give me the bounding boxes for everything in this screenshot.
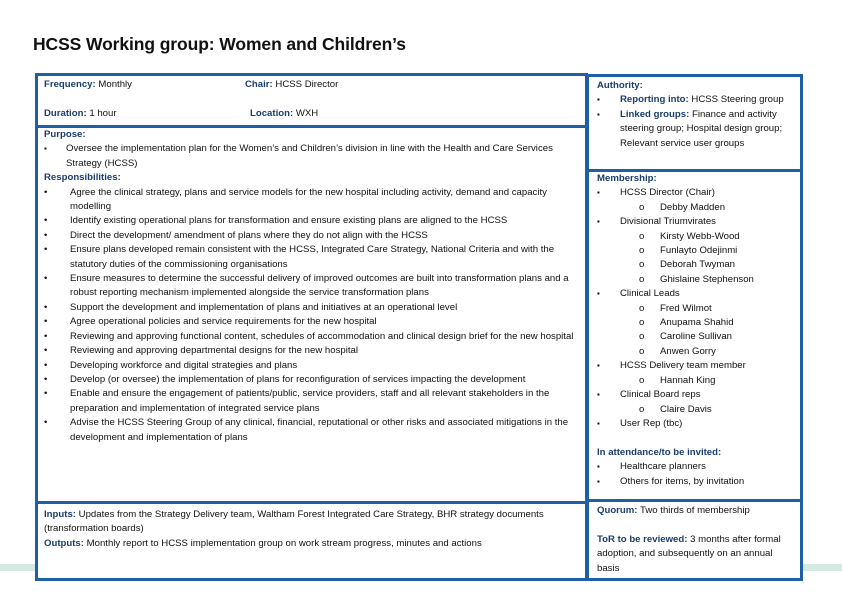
outputs-value: Monthly report to HCSS implementation group on work stream progress, minutes and actions <box>86 537 482 549</box>
member-name: o Anwen Gorry <box>597 345 797 359</box>
duration-label: Duration: <box>44 108 87 119</box>
sub-bullet-icon: o <box>639 259 645 271</box>
responsibility-item: • Enable and ensure the engagement of patients/public, service providers, staff and all relevant stakeholders in the preparation and implementation of integrated service plans <box>44 388 550 414</box>
responsibility-item: • Ensure measures to determine the successful delivery of improved outcomes are built into transformation plans and a robust reporting mechanism implemented alongside the service transformation plans <box>44 273 569 299</box>
square-bullet-icon: ▪ <box>597 217 600 227</box>
member-name: o Funlayto Odejinmi <box>597 244 797 258</box>
inputs-field <box>44 508 574 537</box>
sub-bullet-icon: o <box>639 273 645 285</box>
duration-field <box>44 107 117 121</box>
authority-heading: Authority: <box>597 80 643 91</box>
authority-section <box>597 79 797 151</box>
dot-bullet-icon: • <box>44 273 48 285</box>
responsibility-item: • Reviewing and approving departmental designs for the new hospital <box>44 344 582 358</box>
responsibility-item: • Reviewing and approving functional content, schedules of accommodation and clinical design brief for the new hospital <box>44 330 582 344</box>
membership-role: ▪ HCSS Delivery team member <box>597 359 797 373</box>
responsibility-item: • Advise the HCSS Steering Group of any clinical, financial, reputational or other risks and associated mitigations in the development and implementation of plans <box>44 417 569 443</box>
square-bullet-icon: ▪ <box>597 361 600 371</box>
square-bullet-icon: ▪ <box>597 462 600 472</box>
membership-role: ▪ HCSS Director (Chair) <box>597 186 797 200</box>
decorative-line-right <box>800 564 842 571</box>
outputs-label: Outputs: <box>44 537 84 549</box>
dot-bullet-icon: • <box>44 388 48 400</box>
purpose-item: ▪ Oversee the implementation plan for the Women’s and Children’s division in line with the Health and Care Services Strategy (HCSS) <box>44 143 553 169</box>
inputs-label: Inputs: <box>44 509 76 520</box>
sub-bullet-icon: o <box>639 230 645 242</box>
quorum-value: Two thirds of membership <box>640 505 750 516</box>
frequency-field <box>44 78 132 92</box>
membership-section <box>597 172 797 431</box>
responsibility-item: • Identify existing operational plans for transformation and ensure existing plans are aligned to the HCSS <box>44 214 582 228</box>
member-name: o Kirsty Webb-Wood <box>597 230 797 244</box>
divider-quorum <box>586 499 803 502</box>
dot-bullet-icon: • <box>44 301 48 313</box>
square-bullet-icon: ▪ <box>597 476 600 486</box>
attendance-heading: In attendance/to be invited: <box>597 447 722 458</box>
frequency-label: Frequency: <box>44 79 96 90</box>
sub-bullet-icon: o <box>639 245 645 257</box>
chair-field <box>245 78 338 92</box>
responsibility-item: • Agree operational policies and service requirements for the new hospital <box>44 315 582 329</box>
dot-bullet-icon: • <box>44 186 48 198</box>
sub-bullet-icon: o <box>639 331 645 343</box>
member-name: o Debby Madden <box>597 201 797 215</box>
purpose-section <box>44 128 582 445</box>
member-name: o Fred Wilmot <box>597 302 797 316</box>
sub-bullet-icon: o <box>639 374 645 386</box>
sub-bullet-icon: o <box>639 317 645 329</box>
purpose-heading: Purpose: <box>44 129 86 140</box>
square-bullet-icon: ▪ <box>597 95 600 105</box>
sub-bullet-icon: o <box>639 345 645 357</box>
square-bullet-icon: ▪ <box>597 188 600 198</box>
dot-bullet-icon: • <box>44 417 48 429</box>
dot-bullet-icon: • <box>44 373 48 385</box>
sub-bullet-icon: o <box>639 403 645 415</box>
member-name: o Hannah King <box>597 374 797 388</box>
page-title: HCSS Working group: Women and Children’s <box>33 34 406 54</box>
quorum-field <box>597 504 750 518</box>
member-name: o Ghislaine Stephenson <box>597 273 797 287</box>
duration-value: 1 hour <box>89 108 117 119</box>
membership-role: ▪ Divisional Triumvirates <box>597 215 797 229</box>
tor-label: ToR to be reviewed: <box>597 534 688 545</box>
member-name: o Claire Davis <box>597 403 797 417</box>
decorative-line-left <box>0 564 40 571</box>
chair-value: HCSS Director <box>275 79 339 90</box>
io-section <box>44 508 574 551</box>
square-bullet-icon: ▪ <box>597 390 600 400</box>
responsibility-item: • Agree the clinical strategy, plans and service models for the new hospital including activity, demand and capacity modelling <box>44 186 547 213</box>
location-value: WXH <box>295 108 319 119</box>
square-bullet-icon: ▪ <box>44 144 47 154</box>
membership-role: ▪ User Rep (tbc) <box>597 417 797 431</box>
quorum-label: Quorum: <box>597 505 638 516</box>
membership-role: ▪ Clinical Leads <box>597 287 797 301</box>
chair-label: Chair: <box>245 79 273 90</box>
dot-bullet-icon: • <box>44 229 48 241</box>
dot-bullet-icon: • <box>44 345 48 357</box>
responsibility-item: • Support the development and implementation of plans and initiatives at an operational level <box>44 301 582 315</box>
location-field <box>250 107 318 121</box>
membership-heading: Membership: <box>597 173 657 184</box>
frequency-value: Monthly <box>98 79 132 90</box>
dot-bullet-icon: • <box>44 330 48 342</box>
authority-item: ▪ Linked groups: Finance and activity steering group; Hospital design group; Relevant service user groups <box>597 108 783 149</box>
attendance-item: ▪ Healthcare planners <box>597 460 797 474</box>
dot-bullet-icon: • <box>44 215 48 227</box>
dot-bullet-icon: • <box>44 316 48 328</box>
outputs-field <box>44 537 574 551</box>
sub-bullet-icon: o <box>639 302 645 314</box>
responsibility-item: • Ensure plans developed remain consistent with the HCSS, Integrated Care Strategy, National Criteria and with the statutory duties of the commissioning organisations <box>44 244 555 270</box>
inputs-value: Updates from the Strategy Delivery team, Waltham Forest Integrated Care Strategy, BHR strategy documents (transformation boards) <box>44 509 544 535</box>
divider-io <box>35 501 588 504</box>
location-label: Location: <box>250 108 294 119</box>
member-name: o Anupama Shahid <box>597 316 797 330</box>
attendance-section <box>597 446 797 489</box>
responsibility-item: • Develop (or oversee) the implementation of plans for reconfiguration of services impacting the development <box>44 373 582 387</box>
member-name: o Deborah Twyman <box>597 258 797 272</box>
responsibility-item: • Direct the development/ amendment of plans where they do not align with the HCSS <box>44 229 582 243</box>
square-bullet-icon: ▪ <box>597 109 600 119</box>
member-name: o Caroline Sullivan <box>597 330 797 344</box>
square-bullet-icon: ▪ <box>597 289 600 299</box>
square-bullet-icon: ▪ <box>597 418 600 428</box>
dot-bullet-icon: • <box>44 359 48 371</box>
attendance-item: ▪ Others for items, by invitation <box>597 475 797 489</box>
authority-item: ▪ Reporting into: HCSS Steering group <box>597 93 797 107</box>
tor-value: 3 months after formal adoption, and subsequently on an annual basis <box>597 534 781 574</box>
sub-bullet-icon: o <box>639 201 645 213</box>
dot-bullet-icon: • <box>44 244 48 256</box>
tor-field <box>597 533 795 576</box>
responsibility-item: • Developing workforce and digital strategies and plans <box>44 359 582 373</box>
membership-role: ▪ Clinical Board reps <box>597 388 797 402</box>
responsibilities-heading: Responsibilities: <box>44 172 121 184</box>
